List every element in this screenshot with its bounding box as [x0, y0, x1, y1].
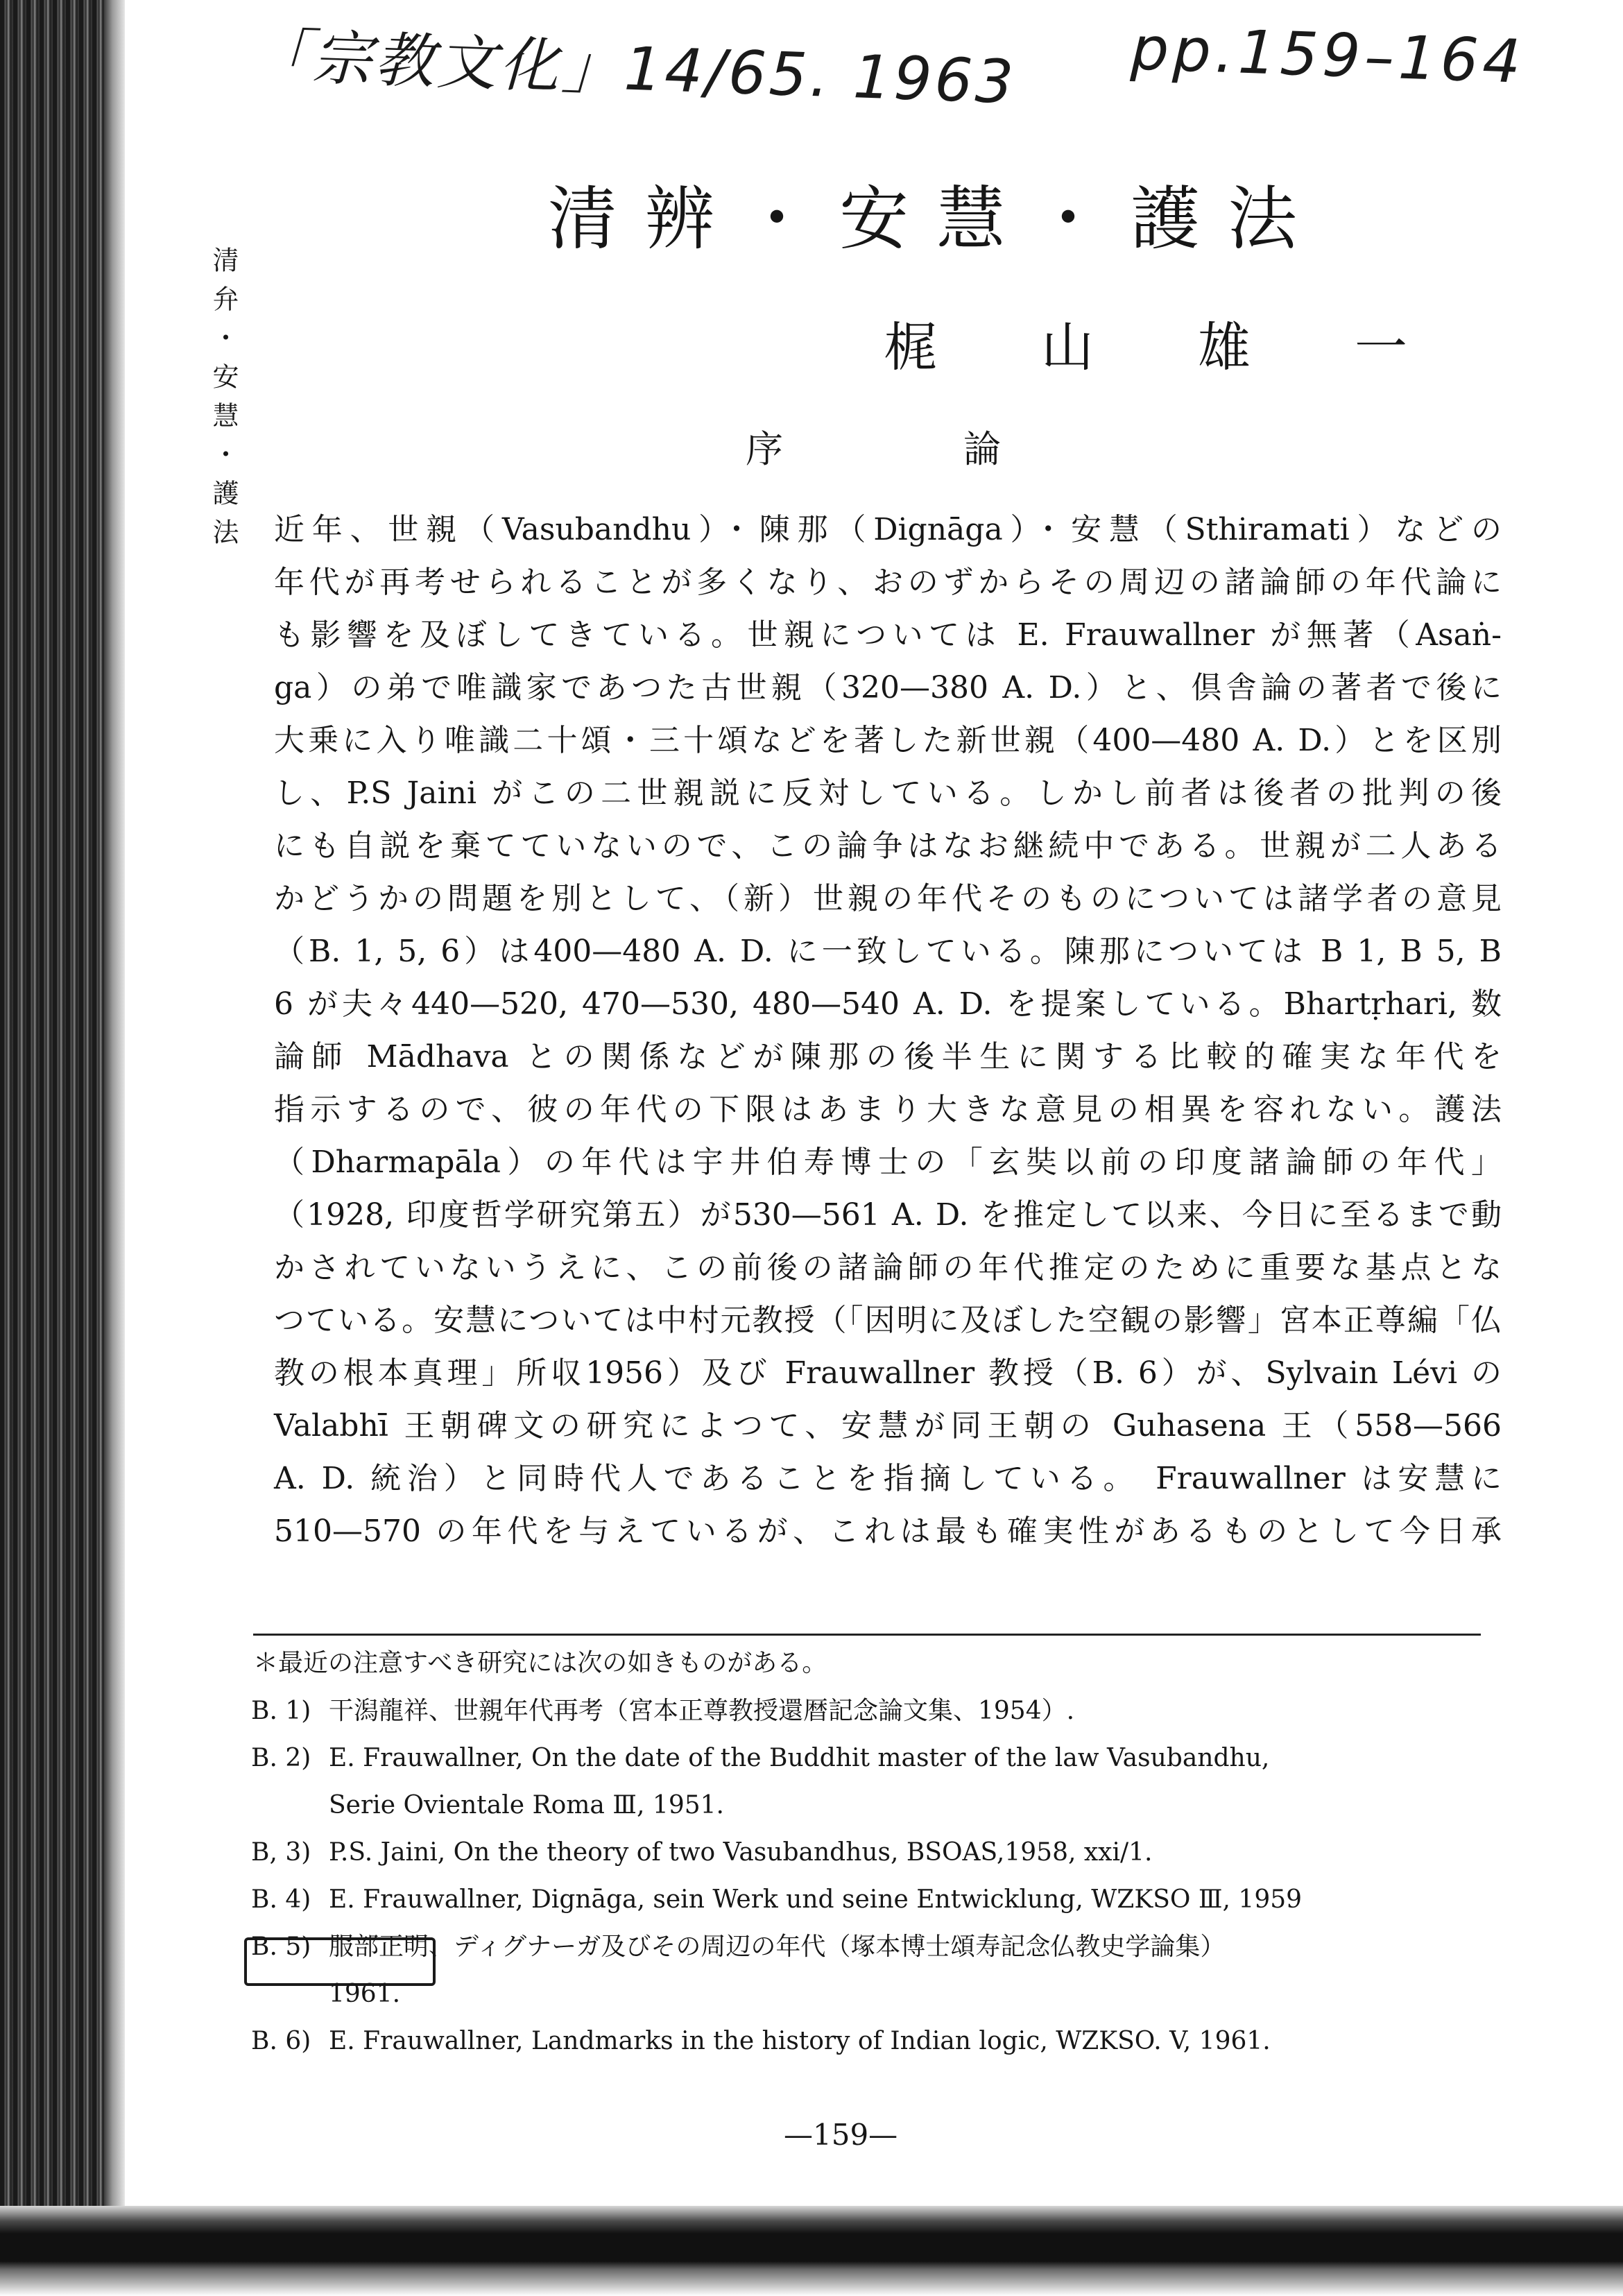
body-line: し、P.S Jaini がこの二世親説に反対している。しかし前者は後者の批判の後 [274, 776, 1502, 811]
body-line: 教の根本真理」所収1956）及び Frauwallner 教授（B. 6）が、Sylvain Lévi の [274, 1355, 1502, 1391]
footnote-line: P.S. Jaini, On the theory of two Vasubandhus, BSOAS,1958, xxi/1. [329, 1838, 1153, 1867]
body-line: 論師 Mādhava との関係などが陳那の後半生に関する比較的確実な年代を [274, 1039, 1502, 1074]
footnote-line: 干潟龍祥、世親年代再考（宮本正尊教授還暦記念論文集、1954）. [329, 1697, 1075, 1725]
footnote-item [251, 1876, 1500, 1924]
footnote-line: E. Frauwallner, On the date of the Buddhit master of the law Vasubandhu, [329, 1744, 1270, 1772]
body-line: Valabhī 王朝碑文の研究によつて、安慧が同王朝の Guhasena 王（558—566 [274, 1408, 1502, 1443]
footnote-line: E. Frauwallner, Dignāga, sein Werk und seine Entwicklung, WZKSO Ⅲ, 1959 [329, 1885, 1303, 1914]
footnote-text [329, 2018, 1500, 2065]
body-text [274, 504, 1502, 1558]
section-heading: 序論 [746, 427, 1181, 471]
footnote-text [329, 1688, 1500, 1735]
footnote-ref: B. 4) [251, 1885, 311, 1914]
footnote-line: 1961. [329, 1980, 401, 2008]
body-line: ga）の弟で唯識家であつた古世親（320—380 A. D.）と、倶舎論の著者で後に [274, 670, 1502, 705]
author-name: 梶山雄一 [884, 316, 1511, 378]
book-spine [0, 0, 110, 2296]
body-line: 510—570 の年代を与えているが、これは最も確実性があるものとして今日承 [274, 1514, 1502, 1549]
footnote-item [251, 2018, 1500, 2065]
body-line: 指示するので、彼の年代の下限はあまり大きな意見の相異を容れない。護法 [274, 1092, 1502, 1127]
body-line: （Dharmapāla）の年代は宇井伯寿博士の「玄奘以前の印度諸論師の年代」 [274, 1145, 1502, 1180]
body-line: つている。安慧については中村元教授（「因明に及ぼした空観の影響」宮本正尊編「仏 [274, 1303, 1502, 1338]
body-line: （B. 1, 5, 6）は400—480 A. D. に一致している。陳那については B 1, B 5, B [274, 934, 1502, 969]
footnote-ref: B. 2) [251, 1744, 311, 1772]
footnote-line: E. Frauwallner, Landmarks in the history of Indian logic, WZKSO. V, 1961. [329, 2027, 1271, 2055]
body-line: （1928, 印度哲学研究第五）が530—561 A. D. を推定して以来、今日に至るまで動 [274, 1197, 1502, 1233]
body-line: 大乗に入り唯識二十頌・三十頌などを著した新世親（400—480 A. D.）とを区別 [274, 723, 1502, 758]
footnote-ref: B. 1) [251, 1697, 311, 1725]
body-line: にも自説を棄てていないので、この論争はなお継続中である。世親が二人ある [274, 828, 1502, 864]
handwritten-journal-note: 「宗教文化」14/65. 1963 [248, 21, 1017, 118]
footnote-item [251, 1924, 1500, 2018]
body-line: かされていないうえに、この前後の諸論師の年代推定のために重要な基点とな [274, 1250, 1502, 1285]
footnote-text [329, 1876, 1500, 1924]
footnote-text [329, 1924, 1500, 2018]
footnote-heading: ＊最近の注意すべき研究には次の如きものがある。 [253, 1649, 827, 1677]
body-line: 近年、世親（Vasubandhu）・陳那（Dignāga）・安慧（Sthiramati）などの [274, 512, 1502, 547]
running-side-title: 清弁・安慧・護法 [208, 246, 239, 557]
footnote-list [251, 1688, 1500, 2065]
footnote-text [329, 1735, 1500, 1829]
footnote-ref: B. 5) [251, 1933, 311, 1961]
footnote-item [251, 1735, 1500, 1829]
body-line: 6 が夫々440—520, 470—530, 480—540 A. D. を提案している。Bhartṛhari, 数 [274, 986, 1502, 1022]
footnote-line: 服部正明、ディグナーガ及びその周辺の年代（塚本博士頌寿記念仏教史学論集） [329, 1933, 1226, 1961]
handwritten-page-range: pp.159–164 [1129, 14, 1526, 97]
footnote-item [251, 1688, 1500, 1735]
scan-bottom-edge [0, 2206, 1623, 2296]
article-title: 清辨・安慧・護法 [548, 178, 1325, 259]
footnote-text [329, 1829, 1500, 1876]
body-line: 年代が再考せられることが多くなり、おのずからその周辺の諸論師の年代論に [274, 565, 1502, 600]
body-line: かどうかの問題を別として、（新）世親の年代そのものについては諸学者の意見 [274, 881, 1502, 916]
footnote-item [251, 1829, 1500, 1876]
body-line: も影響を及ぼしてきている。世親については E. Frauwallner が無著（Asaṅ- [274, 617, 1502, 653]
footnote-ref: B, 3) [251, 1838, 311, 1867]
footnote-ref: B. 6) [251, 2027, 311, 2055]
page-number: —159— [784, 2118, 898, 2152]
body-line: A. D. 統治）と同時代人であることを指摘している。 Frauwallner は安慧に [274, 1461, 1502, 1496]
footnote-line: Serie Ovientale Roma Ⅲ, 1951. [329, 1791, 724, 1819]
spine-shadow [104, 0, 125, 2296]
footnote-divider [253, 1634, 1481, 1636]
